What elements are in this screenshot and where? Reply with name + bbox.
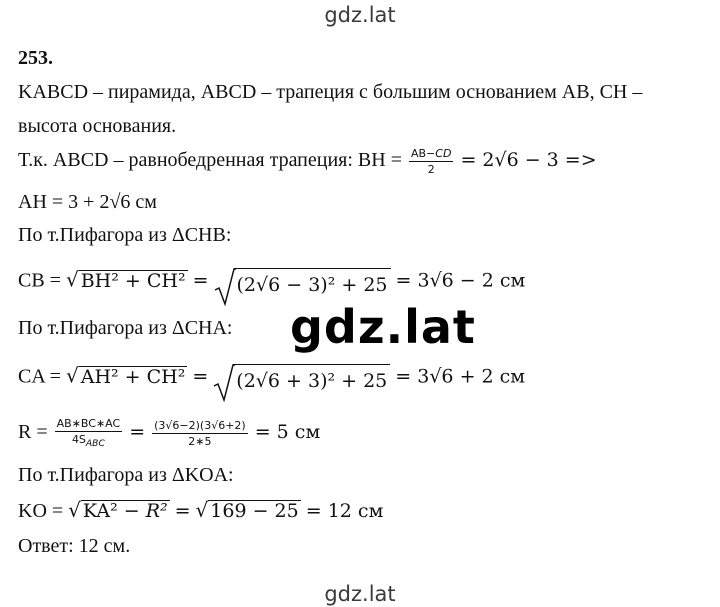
ko-line — [18, 500, 383, 523]
r-eq: = — [129, 420, 146, 443]
ca-line — [18, 364, 525, 392]
ko-root-1 — [81, 500, 170, 523]
big-radical-sign — [214, 268, 236, 306]
ca-result: = 3√6 + 2 см — [395, 365, 526, 388]
ca-eq: = — [192, 365, 209, 388]
pyth-koa-line: По т.Пифагора из ΔKOA: — [18, 464, 234, 486]
bh-result: = 2√6 − 3 => — [460, 149, 597, 172]
cb-prefix: CB = — [18, 269, 61, 292]
r-prefix: R = — [18, 420, 48, 443]
bh-line — [18, 148, 597, 175]
ko-root-1-b: R² — [145, 500, 168, 522]
sqrt-sign: √ — [65, 363, 79, 388]
ah-line: AH = 3 + 2√6 см — [18, 191, 157, 213]
r-f2-den: 2∗5 — [188, 434, 212, 448]
sqrt-sign: √ — [65, 267, 79, 292]
bh-num-b: CD — [435, 147, 452, 160]
cb-result: = 3√6 − 2 см — [395, 269, 526, 292]
intro-line-2: высота основания. — [18, 115, 177, 137]
bh-fraction — [409, 148, 453, 175]
cb-root-2: (2√6 − 3)² + 25 — [234, 268, 391, 296]
ca-prefix: CA = — [18, 365, 61, 388]
r-f2-num: (3√6−2)(3√6+2) — [154, 418, 246, 432]
cb-big-root — [214, 268, 391, 296]
ko-root-2: 169 − 25 — [210, 500, 299, 522]
r-fraction-1 — [55, 418, 123, 448]
answer-line: Ответ: 12 см. — [18, 535, 131, 557]
big-radical-sign — [213, 364, 235, 402]
r-fraction-2 — [152, 420, 248, 447]
sqrt-sign: √ — [68, 498, 81, 522]
bh-prefix: Т.к. ABCD – равнобедренная трапеция: BH = — [18, 149, 402, 172]
r-f1-num: AB∗BC∗AC — [56, 417, 121, 430]
r-line — [18, 418, 320, 448]
ca-big-root — [213, 364, 390, 392]
cb-root-1: BH² + CH² — [80, 269, 186, 292]
watermark-center: gdz.lat — [290, 300, 476, 354]
r-f1-den-b: ABC — [85, 438, 105, 450]
ko-result: = 12 см — [305, 500, 384, 522]
pyth-chb-line: По т.Пифагора из ΔCHB: — [18, 224, 232, 246]
r-result: = 5 см — [254, 420, 321, 443]
ca-root-2: (2√6 + 3)² + 25 — [233, 364, 390, 392]
ko-prefix: KO = — [18, 500, 64, 522]
ko-root-1-a: KA² − — [82, 500, 146, 522]
pyth-cha-line: По т.Пифагора из ΔCHA: — [18, 317, 233, 339]
cb-line — [18, 268, 525, 296]
r-f1-den-a: 4S — [71, 433, 86, 446]
watermark-bottom: gdz.lat — [324, 582, 396, 606]
ca-root-1: AH² + CH² — [80, 365, 186, 388]
cb-eq: = — [192, 269, 209, 292]
problem-number: 253. — [18, 47, 53, 69]
ko-eq: = — [174, 500, 191, 522]
bh-num-a: AB− — [410, 147, 436, 160]
sqrt-sign: √ — [195, 498, 209, 522]
watermark-top: gdz.lat — [324, 3, 396, 27]
bh-den: 2 — [427, 163, 435, 176]
intro-line-1: KABCD – пирамида, ABCD – трапеция с большим основанием AB, CH – — [18, 81, 643, 103]
